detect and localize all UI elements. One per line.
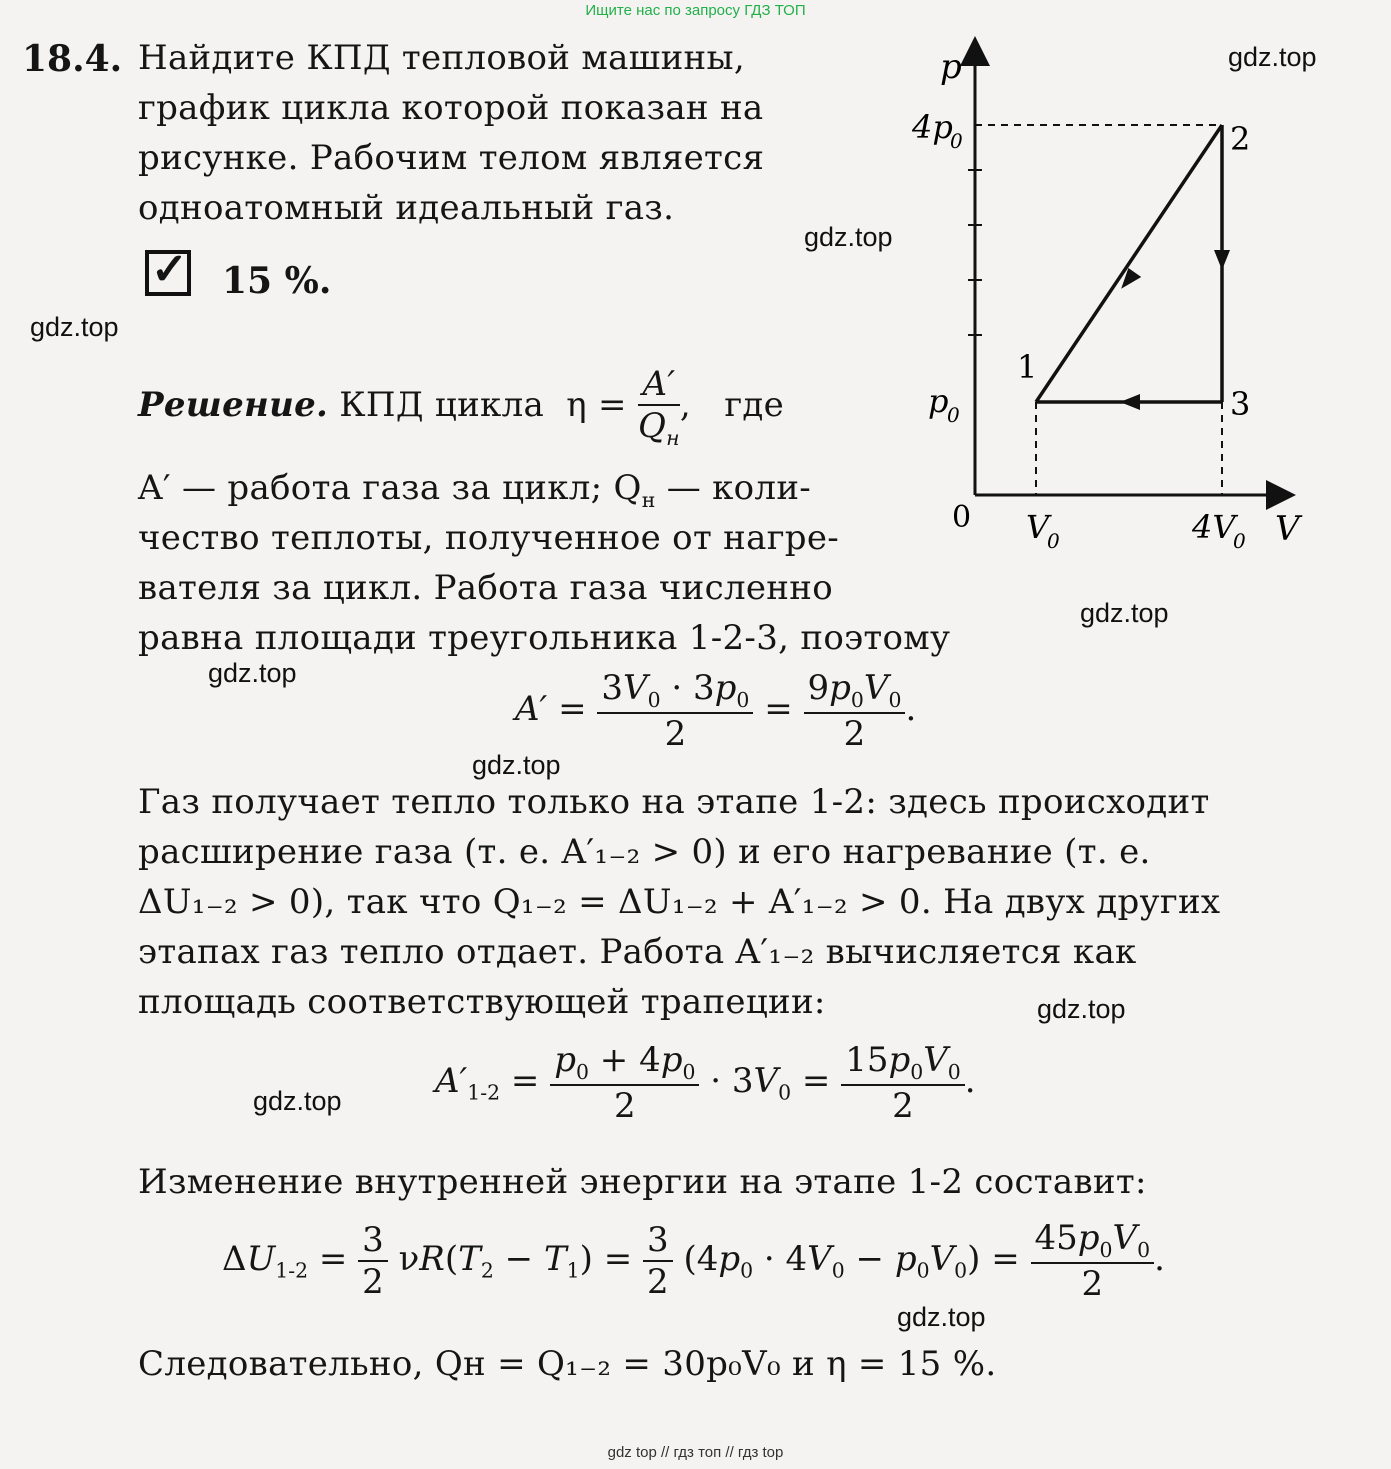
internal-energy-formula: $\Delta U_{1-2}$ = $\frac{3}{2}$ $\nu R(T_2 - T_1)$ = $\frac{3}{2}$ $(4p_0 \cdot 4V_0 - p_0V_0)$ = $\frac{45p_0V_0}{2}$ . <box>222 1218 1165 1304</box>
solution-line: Изменение внутренней энергии на этапе 1-2 составит: <box>138 1162 1147 1202</box>
trapezoid-work-formula: $A'_{1-2}$ = $\frac{p_0 + 4p_0}{2}$ · $3V_0$ = $\frac{15p_0V_0}{2}$ . <box>435 1040 976 1126</box>
pv-diagram <box>900 30 1320 560</box>
watermark: gdz.top <box>30 312 119 342</box>
p-high-label: 4p <box>912 108 953 146</box>
svg-text:0: 0 <box>1047 529 1060 553</box>
watermark: gdz.top <box>804 222 893 252</box>
watermark: gdz.top <box>472 750 561 780</box>
watermark: gdz.top <box>1080 598 1169 628</box>
footer[interactable]: gdz top // гдз топ // гдз top <box>607 1444 784 1461</box>
solution-line: чество теплоты, полученное от нагре- <box>138 518 840 558</box>
watermark: gdz.top <box>897 1302 986 1332</box>
problem-line: график цикла которой показан на <box>138 88 764 128</box>
origin-label: 0 <box>952 500 972 535</box>
problem-line: Найдите КПД тепловой машины, <box>138 38 745 78</box>
arrow-down-icon <box>1214 250 1230 270</box>
checkbox-icon: ✓ <box>145 250 191 296</box>
banner[interactable]: Ищите нас по запросу ГДЗ ТОП <box>585 2 806 19</box>
watermark: gdz.top <box>208 658 297 688</box>
solution-line: площадь соответствующей трапеции: <box>138 982 826 1022</box>
p-axis-label: p <box>940 47 962 87</box>
work-formula: A′ = $\frac{3V_0 \cdot 3p_0}{2}$ = $\frac{9p_0V_0}{2}$ . <box>515 668 917 754</box>
arrow-left-icon <box>1120 394 1140 410</box>
solution-line: Газ получает тепло только на этапе 1-2: здесь происходит <box>138 782 1210 822</box>
solution-label: Решение. <box>138 384 329 425</box>
solution-intro-line: Решение. КПД цикла η = $\frac{A'}{Q_н}$ , где <box>138 364 785 450</box>
problem-line: одноатомный идеальный газ. <box>138 188 675 228</box>
watermark: gdz.top <box>1037 994 1126 1024</box>
svg-text:0: 0 <box>950 129 963 153</box>
p-low-label: p <box>928 382 949 420</box>
answer: 15 %. <box>222 260 332 302</box>
v-low-label: V <box>1026 508 1050 546</box>
solution-line: расширение газа (т. е. A′₁₋₂ > 0) и его нагревание (т. е. <box>138 832 1151 872</box>
svg-text:0: 0 <box>1233 529 1246 553</box>
solution-line: A′ — работа газа за цикл; $Q_н$ — коли- <box>138 468 812 512</box>
point-1: 1 <box>1017 348 1038 386</box>
solution-line: этапах газ тепло отдает. Работа A′₁₋₂ вычисляется как <box>138 932 1137 972</box>
problem-line: рисунке. Рабочим телом является <box>138 138 765 178</box>
solution-line: равна площади треугольника 1-2-3, поэтому <box>138 618 951 658</box>
problem-number: 18.4. <box>22 38 123 80</box>
solution-line: ΔU₁₋₂ > 0), так что Q₁₋₂ = ΔU₁₋₂ + A′₁₋₂ > 0. На двух других <box>138 882 1221 922</box>
v-high-label: 4V <box>1192 508 1236 546</box>
point-2: 2 <box>1230 120 1251 158</box>
conclusion-line: Следовательно, Qн = Q₁₋₂ = 30p₀V₀ и η = 15 %. <box>138 1344 997 1384</box>
point-3: 3 <box>1230 385 1251 423</box>
watermark: gdz.top <box>253 1086 342 1116</box>
v-axis-label: V <box>1275 509 1300 549</box>
solution-line: вателя за цикл. Работа газа численно <box>138 568 833 608</box>
svg-text:0: 0 <box>947 403 960 427</box>
process-1-2 <box>1036 125 1222 402</box>
watermark: gdz.top <box>1228 42 1317 72</box>
